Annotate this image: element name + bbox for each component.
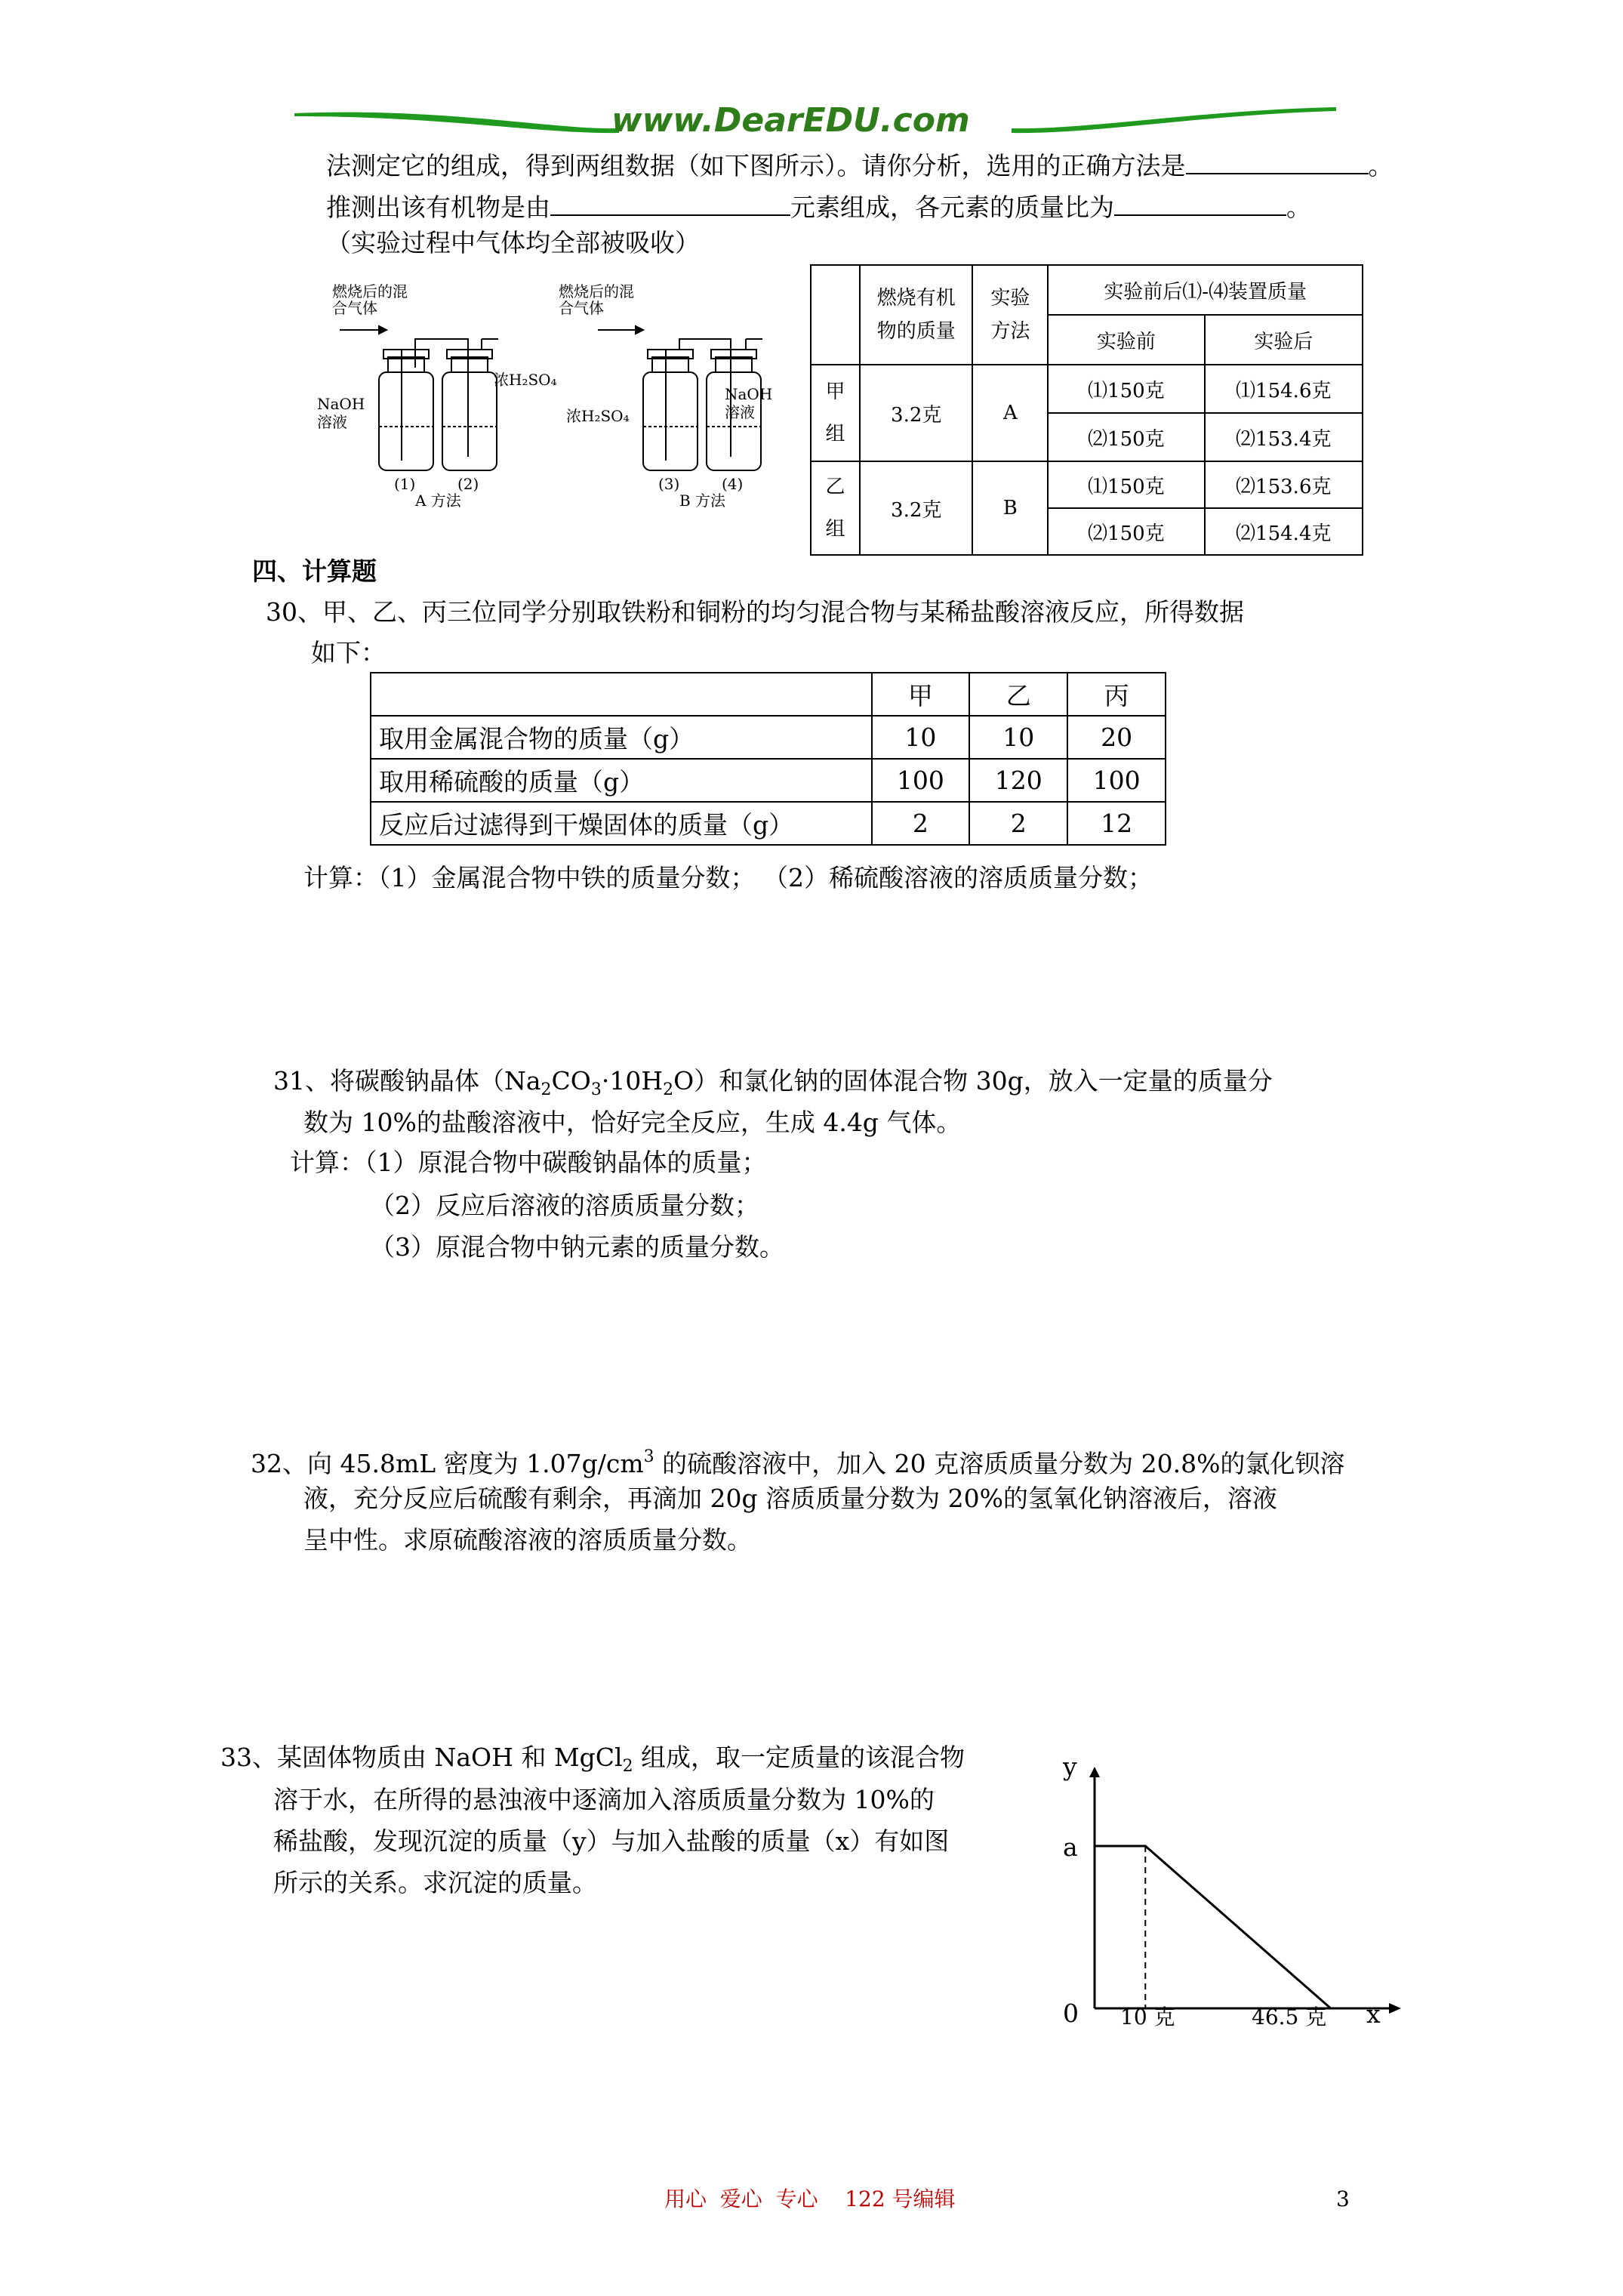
label-naoh-left: NaOH溶液: [317, 395, 365, 431]
q31-text-g: O）和氯化钠的固体混合物 30g，放入一定量的质量分: [673, 1066, 1273, 1096]
label-h2so4-b: 浓H₂SO₄: [566, 407, 630, 425]
intro-text-2b: 元素组成，各元素的质量比为: [790, 193, 1114, 222]
q30-cell: 120: [969, 759, 1067, 802]
chart-x-tick-10: 10 克: [1120, 2005, 1175, 2029]
chart-x-tick-46: 46.5 克: [1252, 2005, 1327, 2029]
q31-calc-2: （2）反应后溶液的溶质质量分数；: [370, 1191, 759, 1220]
y-axis-arrow-icon: [1089, 1767, 1100, 1777]
q32-text-c: 的硫酸溶液中，加入 20 克溶质质量分数为 20.8%的氯化钡溶: [654, 1449, 1345, 1478]
q32-line-2: 液，充分反应后硫酸有剩余，再滴加 20g 溶质质量分数为 20%的氢氧化钠溶液后，溶液: [303, 1484, 1277, 1513]
q33-line-4: 所示的关系。求沉淀的质量。: [273, 1868, 597, 1897]
q32-text-a: 32、向 45.8mL 密度为 1.07g/cm: [251, 1449, 644, 1478]
apparatus-drawing: [310, 283, 778, 510]
method-a-label: A 方法: [415, 492, 461, 510]
intro-text-2a: 推测出该有机物是由: [326, 193, 550, 222]
q31-calc-3: （3）原混合物中钠元素的质量分数。: [370, 1232, 784, 1262]
q33-line-3: 稀盐酸，发现沉淀的质量（y）与加入盐酸的质量（x）有如图: [273, 1826, 950, 1856]
header-mass: 燃烧有机物的质量: [860, 265, 972, 365]
q33-sub: 2: [622, 1757, 633, 1776]
page-number: 3: [1336, 2187, 1350, 2211]
q33-text-a: 33、某固体物质由 NaOH 和 MgCl: [220, 1743, 623, 1772]
header-before: 实验前: [1048, 315, 1204, 365]
intro-line-3: （实验过程中气体均全部被吸收）: [326, 228, 700, 257]
q30-cell: 10: [969, 716, 1067, 759]
intro-line-1: [326, 147, 1394, 181]
q33-text-c: 组成，取一定质量的该混合物: [633, 1743, 965, 1772]
cell: ⑵153.4克: [1205, 413, 1363, 461]
q32-line-1: [251, 1442, 1344, 1479]
intro-line-2: [326, 189, 1311, 223]
q31-line-1: [273, 1066, 1273, 1105]
header-method: 实验方法: [972, 265, 1048, 365]
footer-text: 用心 爱心 专心 122 号编辑: [664, 2187, 956, 2211]
logo-text: www.DearEDU.com: [611, 101, 970, 140]
q30-row-label: 取用稀硫酸的质量（g）: [371, 759, 872, 802]
group-yi-method: B: [972, 461, 1048, 555]
header-after: 实验后: [1205, 315, 1363, 365]
q30-cell: 12: [1067, 802, 1166, 845]
q30-cell: 2: [969, 802, 1067, 845]
q33-line-2: 溶于水，在所得的悬浊液中逐滴加入溶质质量分数为 10%的: [273, 1785, 935, 1814]
q30-row-label: 取用金属混合物的质量（g）: [371, 716, 872, 759]
group-yi: 乙组: [811, 461, 860, 555]
q31-sub-1: 2: [540, 1080, 552, 1099]
chart-svg: [1057, 1752, 1419, 2054]
section-title: 四、计算题: [252, 556, 377, 586]
bottle-label-4: (4): [722, 475, 744, 493]
label-naoh-right: NaOH溶液: [725, 385, 773, 421]
q30-header-bing: 丙: [1067, 673, 1166, 716]
experiment-table: [810, 264, 1363, 556]
precipitate-chart: [1057, 1752, 1419, 2054]
header-logo: [294, 100, 1336, 145]
q31-sub-2: 3: [590, 1080, 602, 1099]
q31-text-c: CO: [551, 1066, 591, 1096]
answer-blank-elements[interactable]: [550, 189, 790, 216]
group-jia-mass: 3.2克: [860, 365, 972, 461]
group-jia: 甲组: [811, 365, 860, 461]
q30-cell: 20: [1067, 716, 1166, 759]
q32-sup: 3: [643, 1447, 654, 1466]
intro-text-1: 法测定它的组成，得到两组数据（如下图所示）。请你分析，选用的正确方法是: [326, 151, 1186, 180]
q31-line-2: 数为 10%的盐酸溶液中，恰好完全反应，生成 4.4g 气体。: [303, 1108, 962, 1137]
label-gas-b: 燃烧后的混合气体: [559, 282, 634, 317]
x-axis-arrow-icon: [1389, 2003, 1401, 2014]
chart-y-label: y: [1063, 1752, 1077, 1781]
group-yi-mass: 3.2克: [860, 461, 972, 555]
bottle-label-3: (3): [658, 475, 680, 493]
q30-calc: 计算：（1）金属混合物中铁的质量分数； （2）稀硫酸溶液的溶质质量分数；: [303, 863, 1153, 892]
apparatus-diagram: [310, 283, 778, 510]
q33-line-1: [220, 1743, 965, 1782]
q30-cell: 10: [872, 716, 970, 759]
q30-header-jia: 甲: [872, 673, 970, 716]
cell: ⑵153.6克: [1205, 461, 1363, 508]
cell: ⑴154.6克: [1205, 365, 1363, 413]
intro-text-1-end: 。: [1368, 151, 1394, 180]
q30-row-label: 反应后过滤得到干燥固体的质量（g）: [371, 802, 872, 845]
method-b-label: B 方法: [679, 492, 726, 510]
q31-sub-3: 2: [663, 1080, 674, 1099]
q30-line-2: 如下：: [311, 638, 386, 667]
q30-cell: 2: [872, 802, 970, 845]
chart-x-label: x: [1366, 1999, 1381, 2029]
chart-y-tick-a: a: [1063, 1832, 1078, 1862]
cell: ⑵150克: [1048, 508, 1204, 555]
q30-cell: 100: [872, 759, 970, 802]
header-device: 实验前后⑴-⑷装置质量: [1048, 265, 1363, 315]
group-jia-method: A: [972, 365, 1048, 461]
cell: ⑴150克: [1048, 365, 1204, 413]
bottle-label-1: (1): [394, 475, 416, 493]
cell: ⑴150克: [1048, 461, 1204, 508]
series-line: [1095, 1846, 1331, 2008]
cell: ⑵154.4克: [1205, 508, 1363, 555]
label-gas-a: 燃烧后的混合气体: [332, 282, 408, 317]
answer-blank-ratio[interactable]: [1114, 189, 1286, 216]
bottle-label-2: (2): [457, 475, 479, 493]
q32-line-3: 呈中性。求原硫酸溶液的溶质质量分数。: [303, 1525, 752, 1555]
corner-cell: [811, 265, 860, 365]
q30-table: [370, 672, 1166, 846]
q30-cell: 100: [1067, 759, 1166, 802]
answer-blank-method[interactable]: [1186, 147, 1369, 174]
q30-table-corner: [371, 673, 872, 716]
q31-text-e: ·10H: [601, 1066, 664, 1096]
intro-text-2c: 。: [1286, 193, 1311, 222]
q30-header-yi: 乙: [969, 673, 1067, 716]
q30-line-1: 30、甲、乙、丙三位同学分别取铁粉和铜粉的均匀混合物与某稀盐酸溶液反应，所得数据: [266, 597, 1244, 627]
label-h2so4-a: 浓H₂SO₄: [494, 371, 557, 389]
cell: ⑵150克: [1048, 413, 1204, 461]
q31-calc-1: 计算：（1）原混合物中碳酸钠晶体的质量；: [290, 1148, 767, 1177]
q31-text-a: 31、将碳酸钠晶体（Na: [273, 1066, 541, 1096]
chart-origin-label: 0: [1063, 1999, 1079, 2028]
